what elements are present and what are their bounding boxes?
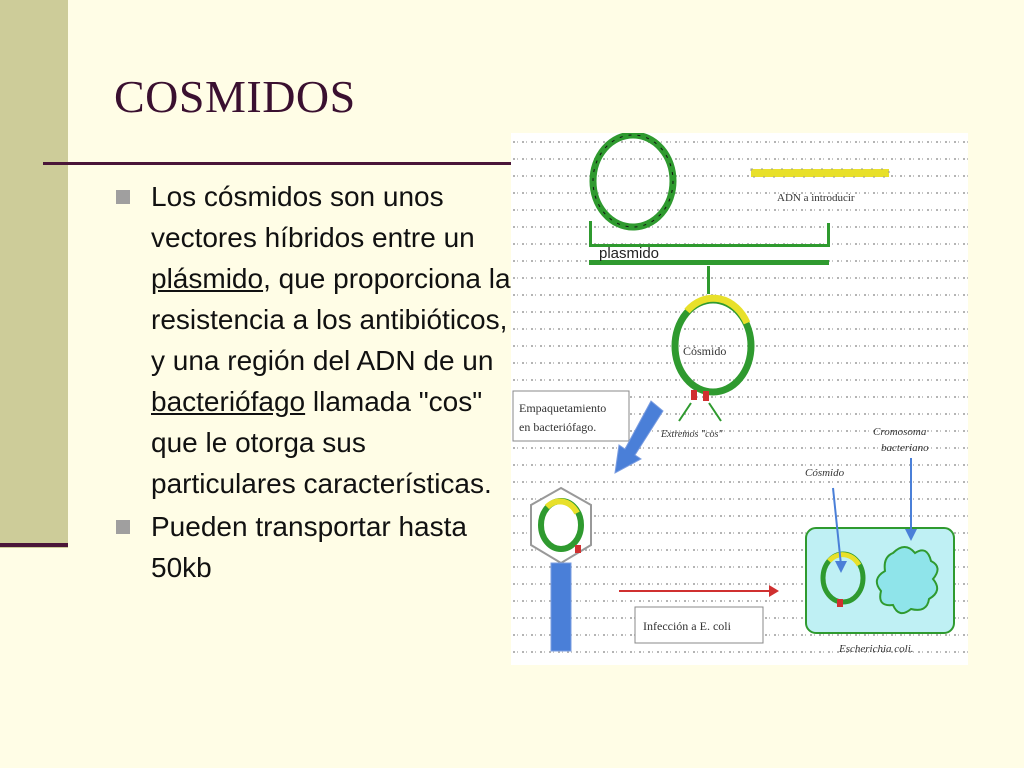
label-cosmido-cell: Cósmido: [805, 467, 845, 479]
label-empaquetamiento-line2: en bacteriófago.: [519, 420, 597, 434]
bullet-text-part: llamada "cos" que le otorga sus particulares características.: [151, 386, 492, 499]
label-extremos: Extremos "cos": [661, 429, 723, 440]
label-ecoli: Escherichia coli.: [839, 643, 914, 655]
bullet-item-description: [114, 176, 514, 504]
dna-insert-strand: [751, 169, 889, 177]
cell-cos-site: [837, 599, 843, 607]
side-band-accent-line: [0, 543, 68, 547]
square-bullet-icon: [116, 190, 130, 204]
bracket-right: [827, 223, 830, 247]
label-plasmido: plasmido: [599, 245, 660, 262]
bullet-text: Pueden transportar hasta 50kb: [151, 511, 467, 583]
bracket-left: [589, 221, 592, 245]
phage-tail-icon: [551, 563, 571, 651]
bullet-text-part: , que proporciona la resistencia a los antibióticos, y una región del ADN de un: [151, 263, 511, 376]
square-bullet-icon: [116, 520, 130, 534]
phage-cos-site: [575, 545, 581, 553]
plasmido-link[interactable]: plásmido: [151, 263, 264, 294]
bullet-text-part: Los cósmidos son unos vectores híbridos entre un: [151, 181, 475, 253]
label-cromosoma-line1: Cromosoma: [873, 426, 927, 438]
side-band: [0, 0, 68, 548]
cos-site-left: [691, 390, 697, 400]
bullet-item-capacity: [114, 506, 514, 588]
label-empaquetamiento-line1: Empaquetamiento: [519, 401, 607, 415]
bacteriofago-link[interactable]: bacteriófago: [151, 386, 306, 417]
label-infeccion: Infección a E. coli: [643, 619, 731, 633]
bullet-list: [114, 176, 514, 590]
cosmid-diagram: [511, 133, 968, 665]
slide-title: COSMIDOS: [114, 71, 356, 122]
label-adn: ADN a introducir: [777, 192, 855, 204]
connector-line: [707, 266, 710, 294]
label-cromosoma-line2: bacteriano: [881, 442, 929, 454]
label-cosmido: Cósmido: [683, 344, 727, 358]
cos-site-right: [703, 391, 709, 401]
